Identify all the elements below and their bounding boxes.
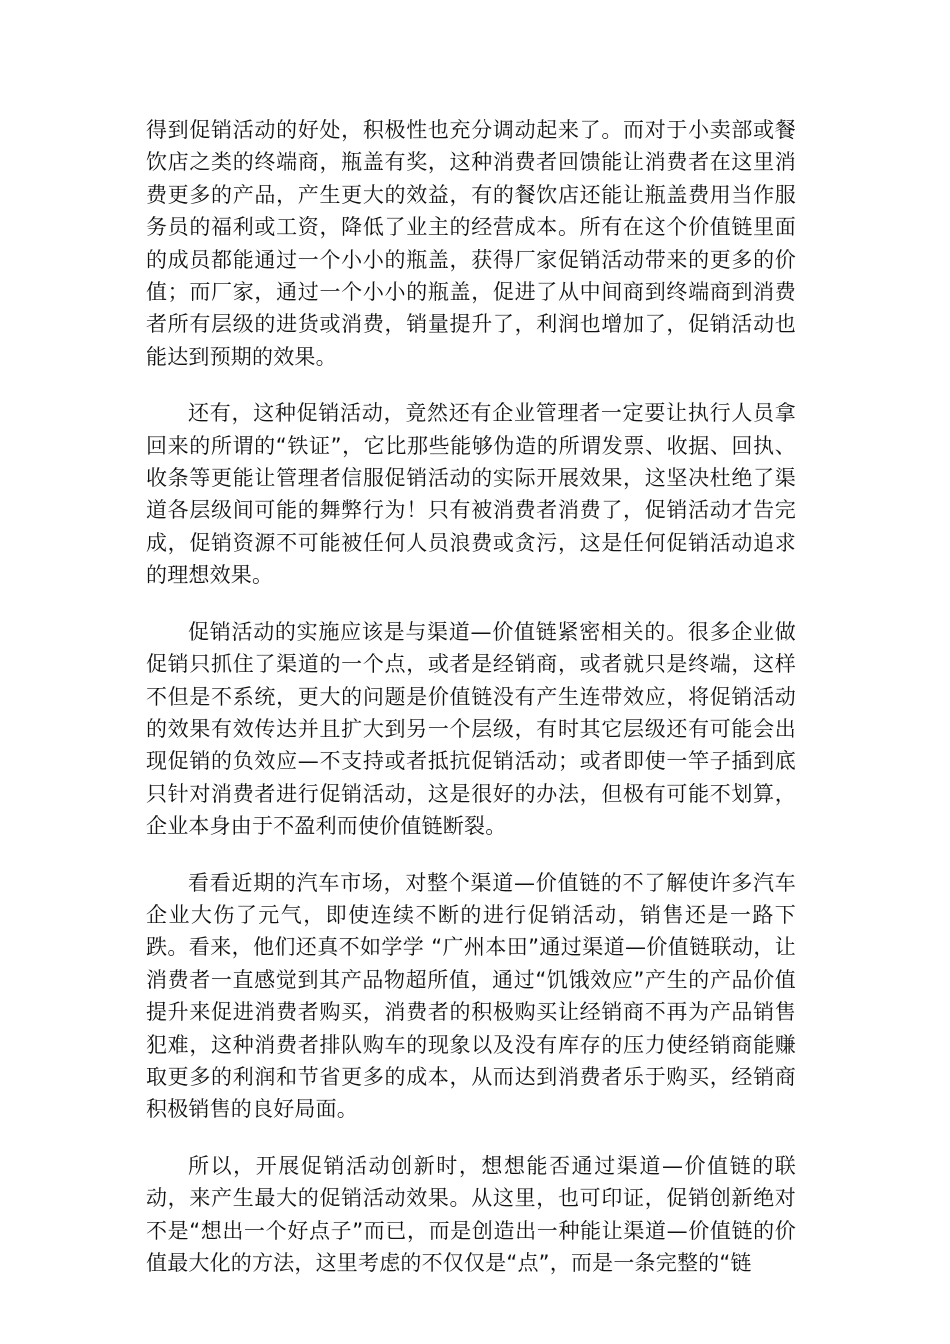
paragraph-1: 得到促销活动的好处，积极性也充分调动起来了。而对于小卖部或餐饮店之类的终端商，瓶盖有奖，这种消费者回馈能让消费者在这里消费更多的产品，产生更大的效益，有的餐饮店还能让瓶盖费用当作服务员的福利或工资，降低了业主的经营成本。所有在这个价值链里面的成员都能通过一个小小的瓶盖，获得厂家促销活动带来的更多的价值；而厂家，通过一个小小的瓶盖，促进了从中间商到终端商到消费者所有层级的进货或消费，销量提升了，利润也增加了，促销活动也能达到预期的效果。 — [146, 118, 796, 369]
paragraph-2: 还有，这种促销活动，竟然还有企业管理者一定要让执行人员拿回来的所谓的“铁证”，它比那些能够伪造的所谓发票、收据、回执、收条等更能让管理者信服促销活动的实际开展效果，这坚决杜绝了渠道各层级间可能的舞弊行为！只有被消费者消费了，促销活动才告完成，促销资源不可能被任何人员浪费或贪污，这是任何促销活动追求的理想效果。 — [146, 401, 796, 588]
paragraph-3: 促销活动的实施应该是与渠道—价值链紧密相关的。很多企业做促销只抓住了渠道的一个点，或者是经销商，或者就只是终端，这样不但是不系统，更大的问题是价值链没有产生连带效应，将促销活动的效果有效传达并且扩大到另一个层级，有时其它层级还有可能会出现促销的负效应—不支持或者抵抗促销活动；或者即使一竿子插到底只针对消费者进行促销活动，这是很好的办法，但极有可能不划算，企业本身由于不盈利而使价值链断裂。 — [146, 619, 796, 839]
paragraph-4: 看看近期的汽车市场，对整个渠道—价值链的不了解使许多汽车企业大伤了元气，即使连续不断的进行促销活动，销售还是一路下跌。看来，他们还真不如学学 “广州本田”通过渠道—价值链联动，让消费者一直感觉到其产品物超所值，通过“饥饿效应”产生的产品价值提升来促进消费者购买，消费者的积极购买让经销商不再为产品销售犯难，这种消费者排队购车的现象以及没有库存的压力使经销商能赚取更多的利润和节省更多的成本，从而达到消费者乐于购买，经销商积极销售的良好局面。 — [146, 870, 796, 1122]
paragraph-5: 所以，开展促销活动创新时，想想能否通过渠道—价值链的联动，来产生最大的促销活动效果。从这里，也可印证，促销创新绝对不是“想出一个好点子”而已，而是创造出一种能让渠道—价值链的价值最大化的方法，这里考虑的不仅仅是“点”，而是一条完整的“链 — [146, 1153, 796, 1275]
document-body — [146, 114, 796, 1303]
